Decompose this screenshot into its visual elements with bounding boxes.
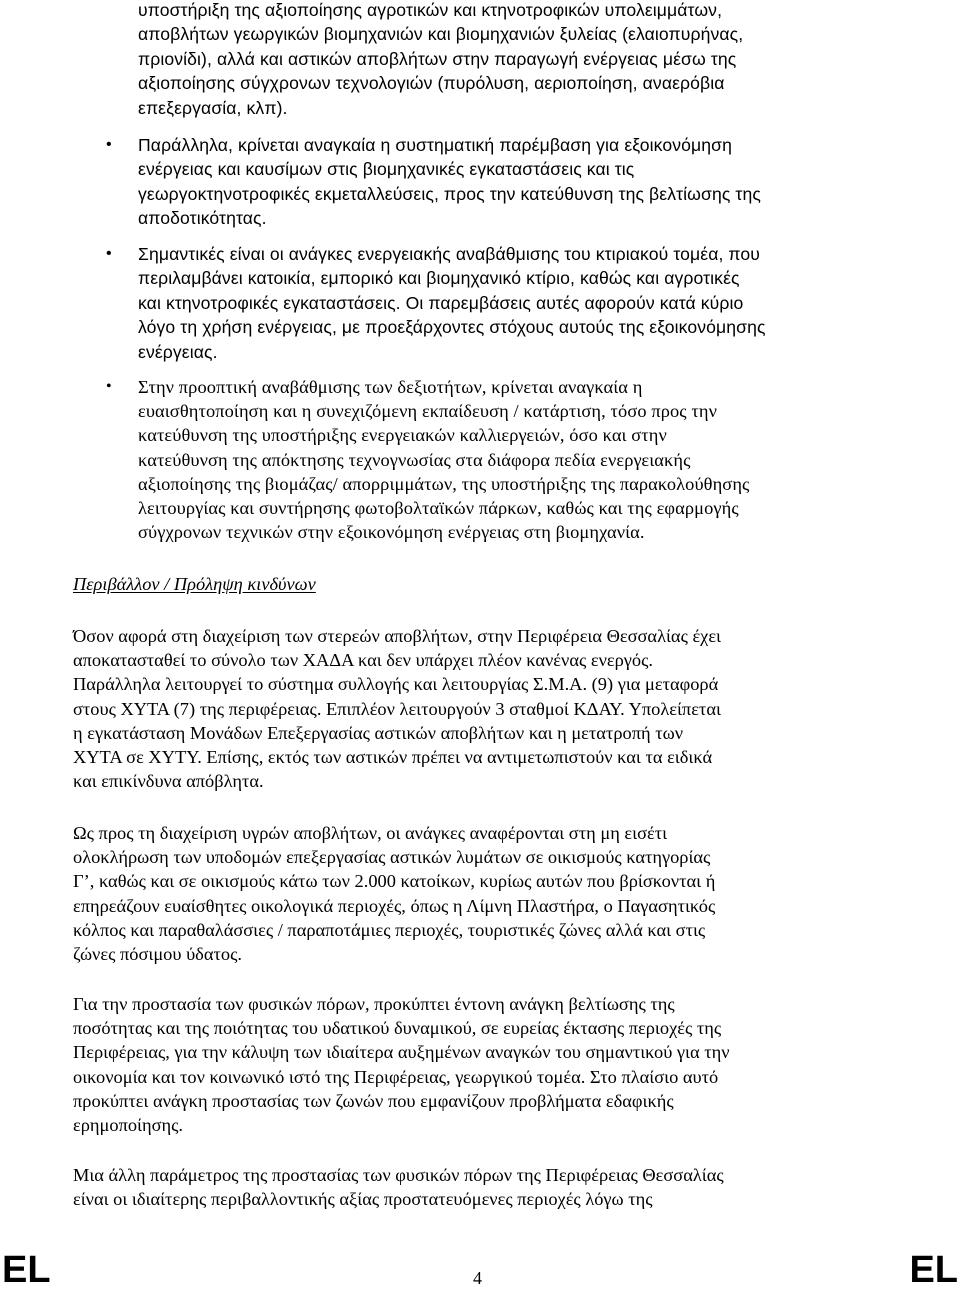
paragraph-natural-resources (73, 992, 843, 1137)
text-line: σύγχρονων τεχνικών στην εξοικονόμηση ενέργειας στη βιομηχανία. (138, 522, 645, 543)
text-line: Παράλληλα, κρίνεται αναγκαία η συστηματική παρέμβαση για εξοικονόμηση (138, 135, 732, 155)
text-line: κατεύθυνση της υποστήριξης ενεργειακών καλλιεργειών, όσο και στην (138, 425, 667, 446)
footer-language-label-right: EL (909, 1249, 958, 1291)
text-line: αποκατασταθεί το σύνολο των ΧΑΔΑ και δεν υπάρχει πλέον κανένας ενεργός. (73, 650, 653, 671)
text-line: περιλαμβάνει κατοικία, εμπορικό και βιομηχανικό κτίριο, καθώς και αγροτικές (138, 268, 740, 289)
text-line: ευαισθητοποίηση και η συνεχιζόμενη εκπαίδευση / κατάρτιση, τόσο προς την (138, 401, 717, 422)
bullet-icon: • (106, 245, 112, 262)
text-line: και κτηνοτροφικές εγκαταστάσεις. Οι παρεμβάσεις αυτές αφορούν κατά κύριο (138, 292, 744, 313)
text-line: επεξεργασία, κλπ). (138, 97, 288, 118)
paragraph-protected-areas (73, 1163, 843, 1211)
text-line: Όσον αφορά στη διαχείριση των στερεών αποβλήτων, στην Περιφέρεια Θεσσαλίας έχει (73, 626, 722, 646)
page-number: 4 (473, 1268, 482, 1288)
paragraph-liquid-waste (73, 821, 843, 966)
text-line: ενέργειας και καυσίμων στις βιομηχανικές εγκαταστάσεις και τις (138, 159, 635, 180)
text-line: Σημαντικές είναι οι ανάγκες ενεργειακής αναβάθμισης του κτιριακού τομέα, που (138, 244, 761, 264)
text-line: ποσότητας και της ποιότητας του υδατικού δυναμικού, σε ευρείας έκτασης περιοχές της (73, 1018, 722, 1039)
text-line: Για την προστασία των φυσικών πόρων, προκύπτει έντονη ανάγκη βελτίωσης της (73, 994, 675, 1014)
text-line: ζώνες πόσιμου ύδατος. (73, 944, 242, 965)
section-heading: Περιβάλλον / Πρόληψη κινδύνων (73, 574, 316, 594)
text-line: Μια άλλη παράμετρος της προστασίας των φυσικών πόρων της Περιφέρειας Θεσσαλίας (73, 1165, 724, 1185)
text-line: ενέργειας. (138, 341, 218, 362)
bullet-icon: • (106, 136, 112, 153)
text-line: κόλπος και παραθαλάσσιες / παραποτάμιες περιοχές, τουριστικές ζώνες αλλά και στις (73, 919, 706, 940)
text-line: Ως προς τη διαχείριση υγρών αποβλήτων, οι ανάγκες αναφέρονται στη μη εισέτι (73, 823, 668, 843)
text-line: αποβλήτων γεωργικών βιομηχανιών και βιομηχανιών ξυλείας (ελαιοπυρήνας, (138, 24, 744, 45)
bullet-item-skills (106, 375, 838, 544)
text-line: αξιοποίησης της βιομάζας/ απορριμμάτων, της υποστήριξης της παρακολούθησης (138, 473, 750, 494)
bullet-item-energy-savings (106, 133, 838, 231)
text-line: Γ’, καθώς και σε οικισμούς κάτω των 2.000 κατοίκων, κυρίως αυτών που βρίσκονται ή (73, 871, 716, 892)
text-line: Στην προοπτική αναβάθμισης των δεξιοτήτων, κρίνεται αναγκαία η (138, 377, 643, 397)
text-line: λειτουργίας και συντήρησης φωτοβολταϊκών πάρκων, καθώς και της εφαρμογής (138, 498, 739, 519)
footer-language-label-left: EL (2, 1249, 51, 1291)
text-line: πριονίδι), αλλά και αστικών αποβλήτων στην παραγωγή ενέργειας μέσω της (138, 48, 737, 69)
text-line: αποδοτικότητας. (138, 208, 267, 229)
text-line: στους ΧΥΤΑ (7) της περιφέρειας. Επιπλέον λειτουργούν 3 σταθμοί ΚΔΑΥ. Υπολείπεται (73, 698, 721, 719)
text-line: η εγκατάσταση Μονάδων Επεξεργασίας αστικών αποβλήτων και η μετατροπή των (73, 722, 684, 743)
text-line: υποστήριξη της αξιοποίησης αγροτικών και κτηνοτροφικών υπολειμμάτων, (138, 0, 723, 20)
text-line: λόγο τη χρήση ενέργειας, με προεξάρχοντες στόχους αυτούς της εξοικονόμησης (138, 317, 766, 338)
text-line: ΧΥΤΑ σε ΧΥΤΥ. Επίσης, εκτός των αστικών πρέπει να αντιμετωπιστούν και τα ειδικά (73, 747, 713, 768)
text-line: επηρεάζουν ευαίσθητες οικολογικά περιοχές, όπως η Λίμνη Πλαστήρα, ο Παγασητικός (73, 895, 716, 916)
continued-bullet-text (138, 0, 838, 120)
text-line: Περιφέρειας, για την κάλυψη των ιδιαίτερα αυξημένων αναγκών του σημαντικού για την (73, 1042, 730, 1063)
bullet-item-building-upgrade (106, 242, 838, 364)
text-line: και επικίνδυνα απόβλητα. (73, 771, 264, 792)
text-line: κατεύθυνση της απόκτησης τεχνογνωσίας στα διάφορα πεδία ενεργειακής (138, 449, 691, 470)
text-line: αξιοποίησης σύγχρονων τεχνολογιών (πυρόλυση, αεριοποίηση, αναερόβια (138, 73, 725, 94)
paragraph-solid-waste (73, 624, 843, 793)
text-line: είναι οι ιδιαίτερης περιβαλλοντικής αξίας προστατευόμενες περιοχές λόγω της (73, 1189, 653, 1210)
text-line: οικονομία και τον κοινωνικό ιστό της Περιφέρειας, γεωργικού τομέα. Στο πλαίσιο αυτό (73, 1066, 719, 1087)
text-line: ερημοποίησης. (73, 1115, 184, 1136)
text-line: ολοκλήρωση των υποδομών επεξεργασίας αστικών λυμάτων σε οικισμούς κατηγορίας (73, 847, 711, 868)
text-line: γεωργοκτηνοτροφικές εκμεταλλεύσεις, προς την κατεύθυνση της βελτίωσης της (138, 183, 761, 204)
text-line: προκύπτει ανάγκη προστασίας των ζωνών που εμφανίζουν προβλήματα εδαφικής (73, 1090, 674, 1111)
bullet-icon: • (106, 378, 112, 395)
text-line: Παράλληλα λειτουργεί το σύστημα συλλογής και λειτουργίας Σ.Μ.Α. (9) για μεταφορά (73, 674, 719, 695)
